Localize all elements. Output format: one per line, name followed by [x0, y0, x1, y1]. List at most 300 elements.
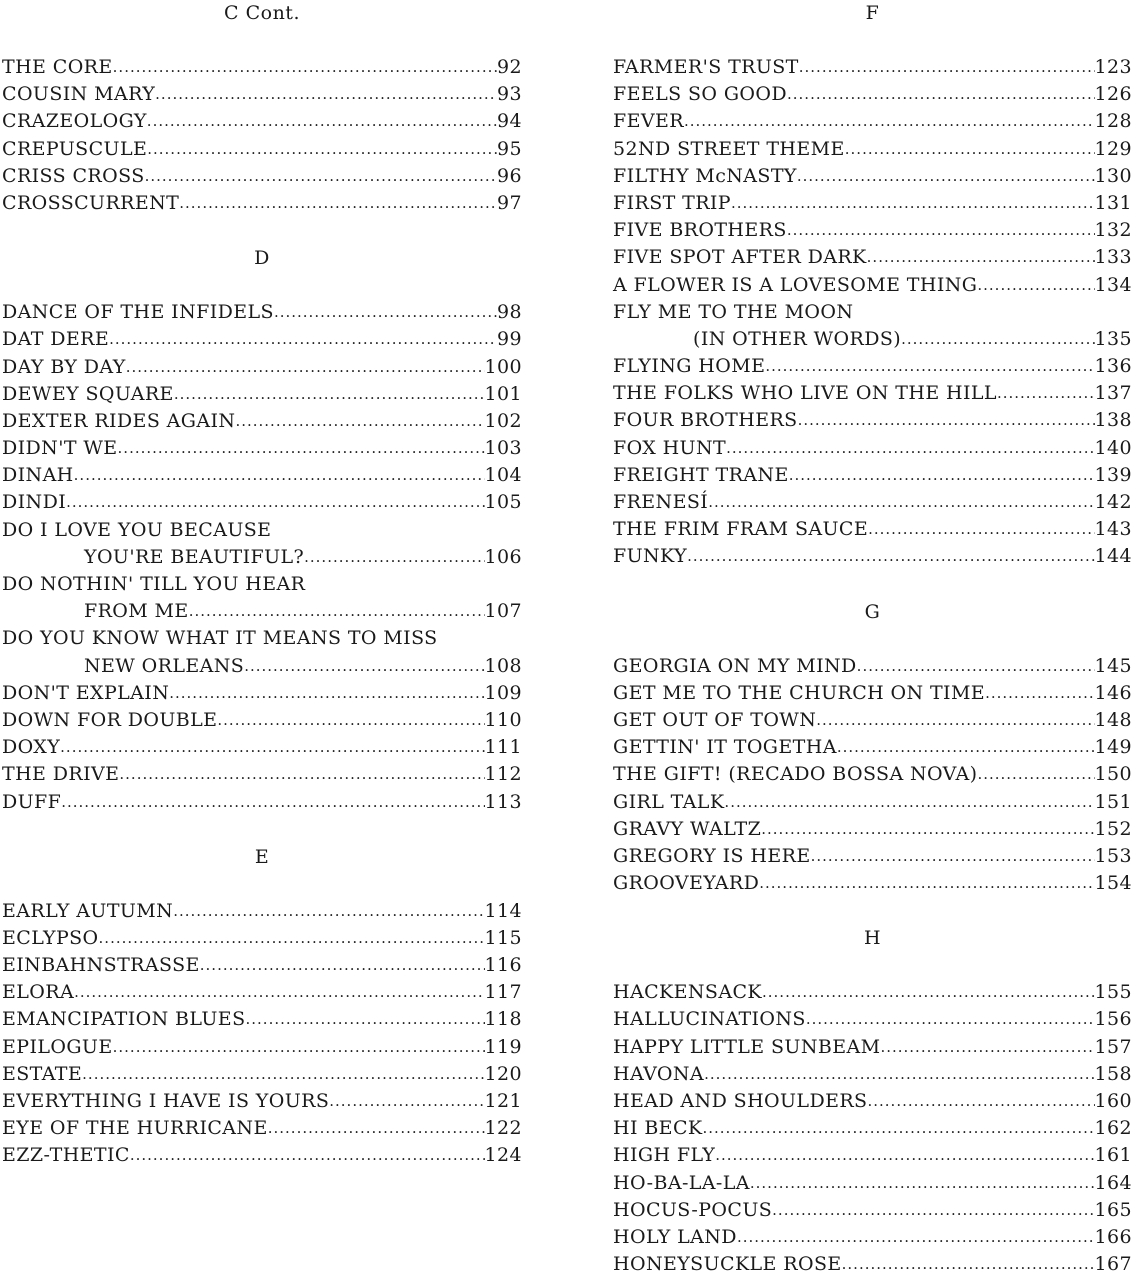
dot-leader	[200, 952, 485, 979]
dot-leader	[173, 898, 484, 925]
dot-leader	[274, 299, 497, 326]
entry-page-number: 144	[1094, 545, 1132, 568]
entry-title: DEWEY SQUARE	[2, 382, 174, 405]
index-entry	[613, 54, 1132, 81]
entry-page-number: 138	[1094, 409, 1132, 432]
dot-leader	[845, 136, 1095, 163]
entry-title-line: DO I LOVE YOU BECAUSE	[2, 518, 272, 541]
index-entry	[613, 653, 1132, 680]
index-entry	[2, 1088, 522, 1115]
index-entry	[2, 925, 522, 952]
entry-title: THE CORE	[2, 56, 113, 78]
dot-leader	[837, 734, 1095, 761]
entry-page-number: 153	[1094, 844, 1132, 867]
index-entry	[2, 734, 522, 761]
entry-title: FLYING HOME	[613, 355, 766, 378]
index-entry	[613, 108, 1132, 135]
dot-leader	[130, 1142, 485, 1169]
entry-title: EINBAHNSTRASSE	[2, 954, 200, 977]
entry-title: DEXTER RIDES AGAIN	[2, 409, 236, 432]
dot-leader	[82, 1061, 484, 1088]
index-entry	[2, 707, 522, 734]
entry-page-number: 151	[1094, 790, 1132, 813]
dot-leader	[61, 789, 484, 816]
dot-leader	[118, 435, 485, 462]
dot-leader	[684, 108, 1095, 135]
index-entry	[2, 81, 522, 108]
entry-title: HOCUS-POCUS	[613, 1198, 773, 1221]
entry-page-number: 109	[484, 681, 522, 704]
entry-title: THE FRIM FRAM SAUCE	[613, 518, 869, 541]
dot-leader	[737, 1224, 1095, 1251]
entry-title: DUFF	[2, 790, 62, 813]
entry-page-number: 160	[1094, 1090, 1132, 1112]
entry-page-number: 140	[1094, 436, 1132, 459]
dot-leader	[789, 462, 1095, 489]
entry-title: FROM ME	[84, 600, 189, 623]
entry-title: EYE OF THE HURRICANE	[2, 1117, 268, 1140]
index-entry	[2, 354, 522, 381]
index-entry	[613, 870, 1132, 897]
entry-title: DINDI	[2, 491, 67, 514]
dot-leader	[731, 190, 1095, 217]
entry-page-number: 149	[1094, 736, 1132, 759]
entry-title-line: DO YOU KNOW WHAT IT MEANS TO MISS	[2, 627, 438, 650]
index-entry	[2, 108, 522, 135]
index-entry	[613, 353, 1132, 380]
entry-page-number: 103	[484, 437, 522, 460]
entry-page-number: 148	[1094, 708, 1132, 731]
entry-title: FARMER'S TRUST	[613, 56, 799, 78]
entry-title: DINAH	[2, 464, 74, 487]
section-heading: E	[254, 845, 270, 868]
entry-page-number: 110	[484, 708, 522, 731]
entry-title: DIDN'T WE	[2, 437, 118, 460]
dot-leader	[715, 1142, 1094, 1169]
index-entry	[613, 516, 1132, 543]
entry-page-number: 137	[1094, 382, 1132, 405]
entry-page-number: 130	[1094, 164, 1132, 187]
entry-title-line: DO NOTHIN' TILL YOU HEAR	[2, 573, 306, 595]
dot-leader	[724, 789, 1094, 816]
dot-leader	[169, 680, 484, 707]
dot-leader	[997, 380, 1095, 407]
dot-leader	[842, 1251, 1095, 1278]
index-entry	[613, 326, 1132, 353]
entry-page-number: 114	[484, 899, 522, 922]
index-entry	[613, 1142, 1132, 1169]
entry-title: CRAZEOLOGY	[2, 110, 147, 133]
index-entry	[2, 326, 522, 353]
dot-leader	[119, 761, 484, 788]
index-entry	[613, 244, 1132, 271]
index-entry	[613, 81, 1132, 108]
entry-page-number: 111	[484, 736, 522, 759]
entry-page-number: 116	[484, 954, 522, 977]
entry-page-number: 134	[1094, 273, 1132, 296]
entry-page-number: 152	[1094, 817, 1132, 840]
entry-title: GEORGIA ON MY MIND	[613, 654, 857, 677]
index-entry	[613, 816, 1132, 843]
dot-leader	[74, 462, 485, 489]
entry-page-number: 124	[484, 1144, 522, 1167]
index-entry	[2, 435, 522, 462]
entry-page-number: 155	[1094, 981, 1132, 1004]
dot-leader	[806, 1006, 1095, 1033]
index-entry	[613, 435, 1132, 462]
index-entry	[2, 1142, 522, 1169]
entry-title: EZZ-THETIC	[2, 1144, 130, 1167]
dot-leader	[797, 163, 1095, 190]
entry-page-number: 115	[484, 926, 522, 949]
entry-title: DANCE OF THE INFIDELS	[2, 301, 274, 324]
index-entry	[2, 1006, 522, 1033]
entry-page-number: 165	[1094, 1198, 1132, 1221]
dot-leader	[687, 543, 1094, 570]
entry-page-number: 104	[484, 464, 522, 487]
dot-leader	[109, 326, 497, 353]
index-entry	[2, 163, 522, 190]
dot-leader	[113, 1034, 485, 1061]
index-entry	[2, 489, 522, 516]
dot-leader	[179, 190, 497, 217]
dot-leader	[147, 136, 497, 163]
spacer	[2, 871, 522, 898]
entry-page-number: 108	[484, 654, 522, 677]
index-entry	[613, 1251, 1132, 1278]
entry-page-number: 99	[497, 328, 522, 351]
index-entry	[613, 734, 1132, 761]
spacer	[2, 816, 522, 844]
entry-page-number: 150	[1094, 763, 1132, 786]
index-entry	[2, 653, 522, 680]
index-entry	[613, 163, 1132, 190]
entry-page-number: 92	[497, 56, 522, 78]
dot-leader	[880, 1034, 1094, 1061]
entry-title: GET OUT OF TOWN	[613, 708, 817, 731]
index-entry	[613, 272, 1132, 299]
entry-title: FEELS SO GOOD	[613, 83, 787, 106]
index-entry	[613, 380, 1132, 407]
dot-leader	[787, 217, 1095, 244]
entry-page-number: 121	[484, 1090, 522, 1112]
entry-title: FOUR BROTHERS	[613, 409, 798, 432]
index-entry	[613, 136, 1132, 163]
entry-title: HEAD AND SHOULDERS	[613, 1090, 868, 1112]
entry-title: A FLOWER IS A LOVESOME THING	[613, 273, 978, 296]
index-entry	[2, 979, 522, 1006]
entry-title-line: FLY ME TO THE MOON	[613, 300, 854, 323]
index-entry	[2, 462, 522, 489]
entry-title: CRISS CROSS	[2, 164, 145, 187]
dot-leader	[145, 163, 497, 190]
index-entry	[613, 407, 1132, 434]
entry-title: EMANCIPATION BLUES	[2, 1008, 246, 1031]
entry-title: FIVE BROTHERS	[613, 219, 787, 242]
dot-leader	[113, 54, 497, 81]
dot-leader	[765, 353, 1094, 380]
entry-title: GETTIN' IT TOGETHA	[613, 736, 837, 759]
index-entry	[2, 136, 522, 163]
entry-title: DAT DERE	[2, 328, 110, 351]
dot-leader	[329, 1088, 484, 1115]
index-entry	[613, 1197, 1132, 1224]
dot-leader	[867, 244, 1095, 271]
entry-page-number: 105	[484, 491, 522, 514]
entry-title: HAPPY LITTLE SUNBEAM	[613, 1035, 881, 1058]
entry-title: ECLYPSO	[2, 926, 99, 949]
dot-leader	[235, 408, 484, 435]
dot-leader	[868, 516, 1094, 543]
entry-title: COUSIN MARY	[2, 83, 156, 106]
entry-title: THE FOLKS WHO LIVE ON THE HILL	[613, 382, 997, 405]
dot-leader	[816, 707, 1094, 734]
entry-page-number: 139	[1094, 463, 1132, 486]
dot-leader	[126, 354, 485, 381]
right-column	[613, 0, 1132, 1278]
dot-leader	[977, 761, 1094, 788]
index-entry	[2, 898, 522, 925]
entry-title: DOXY	[2, 736, 61, 759]
dot-leader	[977, 272, 1094, 299]
spacer	[2, 27, 522, 54]
dot-leader	[66, 489, 484, 516]
entry-page-number: 128	[1094, 110, 1132, 133]
index-entry	[2, 1061, 522, 1088]
entry-page-number: 132	[1094, 219, 1132, 242]
entry-page-number: 113	[484, 790, 522, 813]
index-entry	[2, 680, 522, 707]
section-heading: F	[865, 2, 880, 24]
entry-title: FRENESÍ	[613, 491, 709, 513]
dot-leader	[74, 979, 484, 1006]
index-entry	[613, 190, 1132, 217]
index-entry	[613, 1088, 1132, 1115]
entry-title: GIRL TALK	[613, 790, 725, 813]
section-heading: D	[254, 247, 270, 270]
entry-title: GREGORY IS HERE	[613, 844, 811, 867]
entry-page-number: 102	[484, 409, 522, 432]
dot-leader	[147, 108, 497, 135]
entry-title: FUNKY	[613, 545, 688, 568]
section-heading: G	[864, 600, 881, 623]
dot-leader	[762, 979, 1095, 1006]
index-entry	[613, 1170, 1132, 1197]
entry-page-number: 117	[484, 981, 522, 1004]
entry-page-number: 135	[1094, 327, 1132, 350]
entry-title: NEW ORLEANS	[84, 654, 245, 677]
entry-title: 52ND STREET THEME	[613, 137, 845, 160]
dot-leader	[726, 435, 1094, 462]
entry-page-number: 95	[497, 137, 522, 160]
dot-leader	[189, 598, 485, 625]
entry-title: FILTHY McNASTY	[613, 164, 797, 187]
entry-title: FEVER	[613, 110, 684, 133]
entry-title: GROOVEYARD	[613, 872, 760, 895]
entry-page-number: 131	[1094, 191, 1132, 214]
dot-leader	[704, 1061, 1094, 1088]
index-entry	[2, 408, 522, 435]
entry-title: FIVE SPOT AFTER DARK	[613, 246, 867, 269]
entry-title: YOU'RE BEAUTIFUL?	[84, 545, 305, 568]
entry-title: GRAVY WALTZ	[613, 817, 762, 840]
dot-leader	[772, 1197, 1094, 1224]
entry-title: DAY BY DAY	[2, 355, 126, 378]
entry-page-number: 93	[497, 83, 522, 106]
dot-leader	[867, 1088, 1094, 1115]
index-entry	[613, 979, 1132, 1006]
dot-leader	[857, 653, 1095, 680]
entry-page-number: 120	[484, 1062, 522, 1085]
section-heading: C Cont.	[224, 2, 300, 24]
entry-title: HACKENSACK	[613, 981, 762, 1004]
entry-title: THE GIFT! (RECADO BOSSA NOVA)	[613, 763, 978, 786]
entry-page-number: 107	[484, 600, 522, 623]
spacer	[613, 952, 1132, 979]
entry-title: FREIGHT TRANE	[613, 463, 789, 486]
entry-page-number: 158	[1094, 1062, 1132, 1085]
entry-page-number: 129	[1094, 137, 1132, 160]
entry-page-number: 145	[1094, 654, 1132, 677]
section-heading: H	[863, 927, 882, 950]
entry-page-number: 118	[484, 1008, 522, 1031]
index-entry	[613, 707, 1132, 734]
entry-page-number: 101	[484, 382, 522, 405]
entry-page-number: 100	[484, 355, 522, 378]
spacer	[613, 897, 1132, 925]
entry-page-number: 156	[1094, 1008, 1132, 1031]
index-entry	[2, 952, 522, 979]
dot-leader	[985, 680, 1094, 707]
spacer	[2, 272, 522, 299]
entry-page-number: 96	[497, 164, 522, 187]
entry-page-number: 136	[1094, 355, 1132, 378]
entry-title: HO-BA-LA-LA	[613, 1171, 750, 1194]
dot-leader	[759, 870, 1094, 897]
index-entry	[2, 789, 522, 816]
entry-title: HIGH FLY	[613, 1144, 716, 1167]
entry-title: CROSSCURRENT	[2, 191, 180, 214]
entry-page-number: 126	[1094, 83, 1132, 106]
spacer	[613, 626, 1132, 653]
entry-title: EVERYTHING I HAVE IS YOURS	[2, 1090, 330, 1112]
index-entry	[2, 598, 522, 625]
dot-leader	[750, 1170, 1095, 1197]
index-entry	[613, 217, 1132, 244]
entry-page-number: 166	[1094, 1225, 1132, 1248]
entry-page-number: 106	[484, 545, 522, 568]
entry-page-number: 164	[1094, 1171, 1132, 1194]
entry-page-number: 133	[1094, 246, 1132, 269]
entry-page-number: 167	[1094, 1253, 1132, 1276]
entry-page-number: 142	[1094, 491, 1132, 513]
index-entry	[613, 1034, 1132, 1061]
dot-leader	[99, 925, 485, 952]
dot-leader	[761, 816, 1094, 843]
entry-title: EARLY AUTUMN	[2, 899, 174, 922]
entry-title: GET ME TO THE CHURCH ON TIME	[613, 681, 986, 704]
dot-leader	[304, 544, 484, 571]
entry-page-number: 97	[497, 191, 522, 214]
dot-leader	[174, 381, 485, 408]
index-entry	[2, 761, 522, 788]
entry-title: CREPUSCULE	[2, 137, 148, 160]
index-entry	[2, 299, 522, 326]
left-column	[2, 0, 522, 1170]
entry-title: HI BECK	[613, 1117, 703, 1140]
entry-page-number: 146	[1094, 681, 1132, 704]
index-entry	[613, 761, 1132, 788]
dot-leader	[268, 1115, 485, 1142]
dot-leader	[60, 734, 484, 761]
entry-page-number: 98	[497, 301, 522, 324]
dot-leader	[811, 843, 1095, 870]
entry-title: HALLUCINATIONS	[613, 1008, 806, 1031]
entry-page-number: 94	[497, 110, 522, 133]
index-entry	[613, 1006, 1132, 1033]
dot-leader	[798, 407, 1095, 434]
entry-page-number: 154	[1094, 872, 1132, 895]
index-entry	[2, 1115, 522, 1142]
index-entry	[2, 381, 522, 408]
entry-title: ELORA	[2, 981, 75, 1004]
entry-title: HONEYSUCKLE ROSE	[613, 1253, 842, 1276]
entry-page-number: 157	[1094, 1035, 1132, 1058]
entry-page-number: 119	[484, 1035, 522, 1058]
dot-leader	[702, 1115, 1094, 1142]
index-entry	[613, 1224, 1132, 1251]
dot-leader	[155, 81, 497, 108]
entry-page-number: 143	[1094, 518, 1132, 541]
entry-title: ESTATE	[2, 1062, 83, 1085]
spacer	[2, 217, 522, 245]
entry-title: DON'T EXPLAIN	[2, 681, 170, 704]
entry-page-number: 162	[1094, 1117, 1132, 1140]
index-entry	[613, 462, 1132, 489]
index-entry	[613, 843, 1132, 870]
index-entry	[2, 1034, 522, 1061]
entry-title: (IN OTHER WORDS)	[693, 327, 902, 350]
dot-leader	[901, 326, 1094, 353]
index-entry	[2, 544, 522, 571]
index-entry	[613, 789, 1132, 816]
index-entry	[2, 54, 522, 81]
entry-page-number: 161	[1094, 1144, 1132, 1167]
dot-leader	[217, 707, 484, 734]
entry-title: DOWN FOR DOUBLE	[2, 708, 218, 731]
entry-page-number: 112	[484, 763, 522, 786]
index-entry	[613, 1061, 1132, 1088]
spacer	[613, 27, 1132, 54]
index-entry	[613, 1115, 1132, 1142]
entry-title: HAVONA	[613, 1062, 705, 1085]
entry-title: EPILOGUE	[2, 1035, 113, 1058]
dot-leader	[244, 653, 484, 680]
dot-leader	[799, 54, 1095, 81]
index-entry	[613, 489, 1132, 516]
entry-title: THE DRIVE	[2, 763, 120, 786]
entry-title: FIRST TRIP	[613, 191, 731, 214]
entry-page-number: 123	[1094, 56, 1132, 78]
entry-title: FOX HUNT	[613, 436, 727, 459]
entry-title: HOLY LAND	[613, 1225, 737, 1248]
spacer	[613, 571, 1132, 599]
dot-leader	[787, 81, 1095, 108]
entry-page-number: 122	[484, 1117, 522, 1140]
index-entry	[613, 543, 1132, 570]
index-entry	[613, 680, 1132, 707]
dot-leader	[708, 489, 1094, 516]
